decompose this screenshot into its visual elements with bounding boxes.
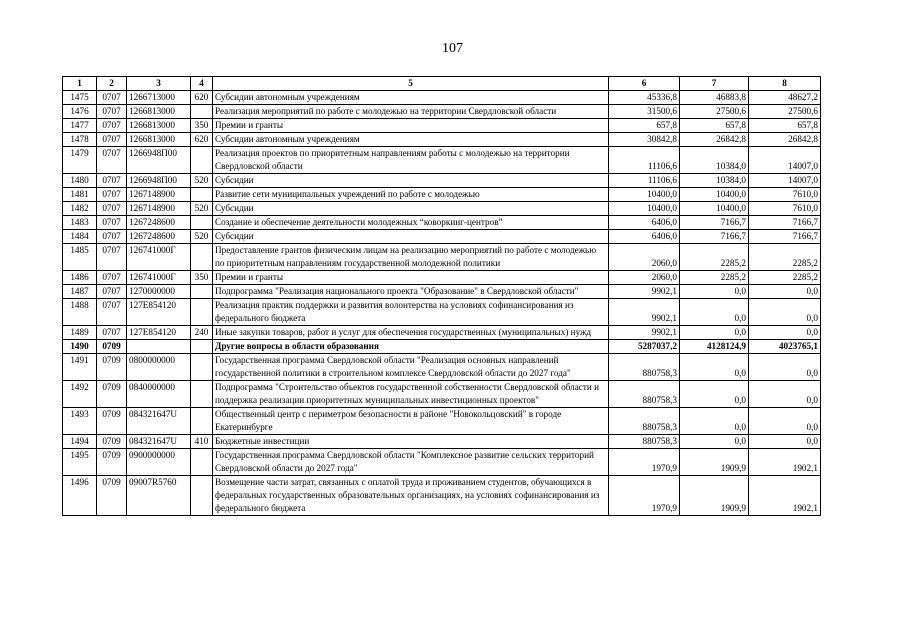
cell-v7: 0,0 [680,285,749,299]
cell-name: Возмещение части затрат, связанных с оплатой труда и проживанием студентов, обучающихся в федеральных государственных образовательных организациях, на условиях софинансирования из федерального бюджета [213,476,609,516]
cell-v8: 0,0 [749,381,821,408]
table-row [63,271,821,285]
table-row [63,202,821,216]
cell-v7: 27500,6 [680,105,749,119]
table-row [63,476,821,516]
cell-sec: 0707 [97,91,127,105]
table-row [63,230,821,244]
cell-sec: 0709 [97,449,127,476]
cell-v7: 7166,7 [680,216,749,230]
cell-name: Развитие сети муниципальных учреждений по работе с молодежью [213,188,609,202]
table-row [63,435,821,449]
cell-n: 1476 [63,105,97,119]
cell-v8: 0,0 [749,354,821,381]
cell-type [191,299,213,326]
cell-v8: 26842,8 [749,133,821,147]
cell-name: Общественный центр с периметром безопасности в районе "Новокольцовский" в городе Екатеринбурге [213,408,609,435]
cell-v7: 4128124,9 [680,340,749,354]
cell-type: 410 [191,435,213,449]
table-row [63,285,821,299]
cell-v6: 11106,6 [609,147,680,174]
cell-name: Подпрограмма "Строительство объектов государственной собственности Свердловской области и поддержка реализации приоритетных муниципальных инвестиционных проектов" [213,381,609,408]
table-row [63,216,821,230]
cell-type [191,340,213,354]
cell-sec: 0707 [97,271,127,285]
cell-n: 1485 [63,244,97,271]
cell-v8: 7610,0 [749,188,821,202]
cell-v6: 2060,0 [609,271,680,285]
cell-code [127,340,191,354]
cell-n: 1486 [63,271,97,285]
cell-v8: 27500,6 [749,105,821,119]
cell-name: Создание и обеспечение деятельности молодежных “коворкинг-центров” [213,216,609,230]
cell-v7: 0,0 [680,381,749,408]
cell-sec: 0707 [97,202,127,216]
header-cell: 5 [213,77,609,91]
cell-n: 1479 [63,147,97,174]
cell-n: 1477 [63,119,97,133]
cell-v6: 880758,3 [609,408,680,435]
cell-v8: 0,0 [749,435,821,449]
cell-sec: 0709 [97,408,127,435]
cell-v8: 0,0 [749,299,821,326]
cell-type: 350 [191,271,213,285]
cell-n: 1491 [63,354,97,381]
cell-name: Государственная программа Свердловской области "Реализация основных направлений государственной политики в строительном комплексе Свердловской области до 2027 года" [213,354,609,381]
cell-v6: 31500,6 [609,105,680,119]
cell-v7: 0,0 [680,326,749,340]
cell-n: 1493 [63,408,97,435]
cell-v6: 880758,3 [609,381,680,408]
cell-v6: 45336,8 [609,91,680,105]
cell-v7: 1909,9 [680,449,749,476]
cell-v8: 1902,1 [749,476,821,516]
cell-code: 1267148900 [127,188,191,202]
cell-code: 1266713000 [127,91,191,105]
cell-sec: 0707 [97,188,127,202]
cell-type [191,216,213,230]
cell-type: 620 [191,133,213,147]
cell-type [191,188,213,202]
table-row [63,188,821,202]
cell-n: 1475 [63,91,97,105]
cell-n: 1487 [63,285,97,299]
cell-v7: 2285,2 [680,271,749,285]
cell-sec: 0709 [97,340,127,354]
header-cell: 1 [63,77,97,91]
cell-v6: 30842,8 [609,133,680,147]
cell-v8: 4023765,1 [749,340,821,354]
cell-n: 1495 [63,449,97,476]
cell-v6: 880758,3 [609,435,680,449]
cell-sec: 0707 [97,133,127,147]
cell-v8: 14007,0 [749,174,821,188]
cell-v8: 7166,7 [749,230,821,244]
cell-v8: 1902,1 [749,449,821,476]
cell-type [191,147,213,174]
table-row [63,244,821,271]
cell-name: Реализация практик поддержки и развития волонтерства на условиях софинансирования из федерального бюджета [213,299,609,326]
cell-n: 1480 [63,174,97,188]
cell-code: 126741000Г [127,271,191,285]
cell-sec: 0707 [97,326,127,340]
cell-sec: 0707 [97,105,127,119]
cell-v8: 14007,0 [749,147,821,174]
cell-type [191,285,213,299]
cell-type: 240 [191,326,213,340]
cell-n: 1484 [63,230,97,244]
table-row [63,299,821,326]
cell-v6: 9902,1 [609,285,680,299]
cell-name: Реализация мероприятий по работе с молодежью на территории Свердловской области [213,105,609,119]
cell-type: 620 [191,91,213,105]
cell-type: 350 [191,119,213,133]
cell-v6: 9902,1 [609,326,680,340]
cell-code: 0840000000 [127,381,191,408]
cell-v6: 880758,3 [609,354,680,381]
cell-type: 520 [191,174,213,188]
header-cell: 7 [680,77,749,91]
table-body [63,91,821,516]
cell-name: Реализация проектов по приоритетным направлениям работы с молодежью на территории Свердловской области [213,147,609,174]
cell-v8: 7166,7 [749,216,821,230]
cell-v6: 2060,0 [609,244,680,271]
table-row [63,174,821,188]
cell-v7: 0,0 [680,354,749,381]
cell-sec: 0709 [97,435,127,449]
cell-sec: 0709 [97,354,127,381]
cell-code: 0900000000 [127,449,191,476]
cell-v7: 0,0 [680,299,749,326]
budget-table [62,76,821,516]
table-row [63,91,821,105]
header-cell: 2 [97,77,127,91]
cell-v6: 9902,1 [609,299,680,326]
table-row [63,381,821,408]
cell-sec: 0707 [97,119,127,133]
table-row [63,133,821,147]
cell-code: 1266813000 [127,105,191,119]
cell-code: 084321647U [127,435,191,449]
cell-type: 520 [191,230,213,244]
cell-name: Другие вопросы в области образования [213,340,609,354]
cell-code: 1266813000 [127,133,191,147]
cell-v7: 10400,0 [680,188,749,202]
cell-name: Подпрограмма "Реализация национального проекта "Образование" в Свердловской области" [213,285,609,299]
cell-type [191,354,213,381]
cell-v6: 1970,9 [609,449,680,476]
cell-code: 1270000000 [127,285,191,299]
cell-code: 1267248600 [127,230,191,244]
cell-name: Предоставление грантов физическим лицам на реализацию мероприятий по работе с молодежью по приоритетным направлениям государственной молодежной политики [213,244,609,271]
cell-v6: 5287037,2 [609,340,680,354]
table-row [63,449,821,476]
cell-type [191,244,213,271]
cell-v8: 0,0 [749,408,821,435]
cell-name: Субсидии [213,174,609,188]
cell-sec: 0707 [97,216,127,230]
cell-code: 1267248600 [127,216,191,230]
cell-v8: 0,0 [749,326,821,340]
cell-v7: 10384,0 [680,147,749,174]
cell-n: 1496 [63,476,97,516]
table-row [63,119,821,133]
cell-v7: 7166,7 [680,230,749,244]
cell-n: 1489 [63,326,97,340]
cell-type [191,476,213,516]
cell-sec: 0707 [97,174,127,188]
cell-v8: 0,0 [749,285,821,299]
cell-code: 127E854120 [127,326,191,340]
cell-code: 127E854120 [127,299,191,326]
cell-v8: 48627,2 [749,91,821,105]
cell-n: 1482 [63,202,97,216]
cell-type [191,449,213,476]
cell-v6: 6406,0 [609,230,680,244]
cell-type: 520 [191,202,213,216]
cell-sec: 0709 [97,381,127,408]
cell-v7: 657,8 [680,119,749,133]
cell-code: 09007R5760 [127,476,191,516]
cell-v6: 6406,0 [609,216,680,230]
cell-v8: 7610,0 [749,202,821,216]
cell-n: 1481 [63,188,97,202]
cell-name: Субсидии [213,230,609,244]
cell-v6: 10400,0 [609,188,680,202]
cell-code: 0800000000 [127,354,191,381]
cell-n: 1483 [63,216,97,230]
cell-v6: 11106,6 [609,174,680,188]
cell-v7: 2285,2 [680,244,749,271]
cell-name: Премии и гранты [213,119,609,133]
cell-v8: 657,8 [749,119,821,133]
cell-sec: 0707 [97,244,127,271]
cell-name: Государственная программа Свердловской области "Комплексное развитие сельских территорий Свердловской области до 2027 года" [213,449,609,476]
cell-name: Субсидии автономным учреждениям [213,91,609,105]
cell-code: 126741000Г [127,244,191,271]
cell-code: 1267148900 [127,202,191,216]
table-row [63,408,821,435]
cell-v7: 46883,8 [680,91,749,105]
page-number: 107 [442,41,463,56]
cell-n: 1492 [63,381,97,408]
table-row [63,354,821,381]
cell-code: 1266813000 [127,119,191,133]
cell-code: 084321647U [127,408,191,435]
cell-name: Субсидии автономным учреждениям [213,133,609,147]
cell-type [191,381,213,408]
cell-name: Иные закупки товаров, работ и услуг для обеспечения государственных (муниципальных) нужд [213,326,609,340]
cell-type [191,408,213,435]
cell-code: 1266948П00 [127,147,191,174]
header-row [63,77,821,91]
header-cell: 8 [749,77,821,91]
cell-sec: 0707 [97,230,127,244]
table-row [63,105,821,119]
cell-sec: 0709 [97,476,127,516]
cell-v7: 0,0 [680,435,749,449]
cell-n: 1488 [63,299,97,326]
header-cell: 4 [191,77,213,91]
cell-v7: 10400,0 [680,202,749,216]
cell-type [191,105,213,119]
table-row [63,326,821,340]
cell-n: 1490 [63,340,97,354]
cell-v6: 657,8 [609,119,680,133]
header-cell: 6 [609,77,680,91]
table-row [63,340,821,354]
cell-sec: 0707 [97,285,127,299]
cell-name: Бюджетные инвестиции [213,435,609,449]
header-cell: 3 [127,77,191,91]
cell-v7: 0,0 [680,408,749,435]
cell-v6: 10400,0 [609,202,680,216]
cell-v7: 26842,8 [680,133,749,147]
cell-v8: 2285,2 [749,244,821,271]
cell-v6: 1970,9 [609,476,680,516]
cell-name: Премии и гранты [213,271,609,285]
cell-sec: 0707 [97,299,127,326]
cell-name: Субсидии [213,202,609,216]
table-row [63,147,821,174]
cell-sec: 0707 [97,147,127,174]
cell-v8: 2285,2 [749,271,821,285]
cell-v7: 10384,0 [680,174,749,188]
cell-n: 1494 [63,435,97,449]
cell-code: 1266948П00 [127,174,191,188]
cell-v7: 1909,9 [680,476,749,516]
cell-n: 1478 [63,133,97,147]
